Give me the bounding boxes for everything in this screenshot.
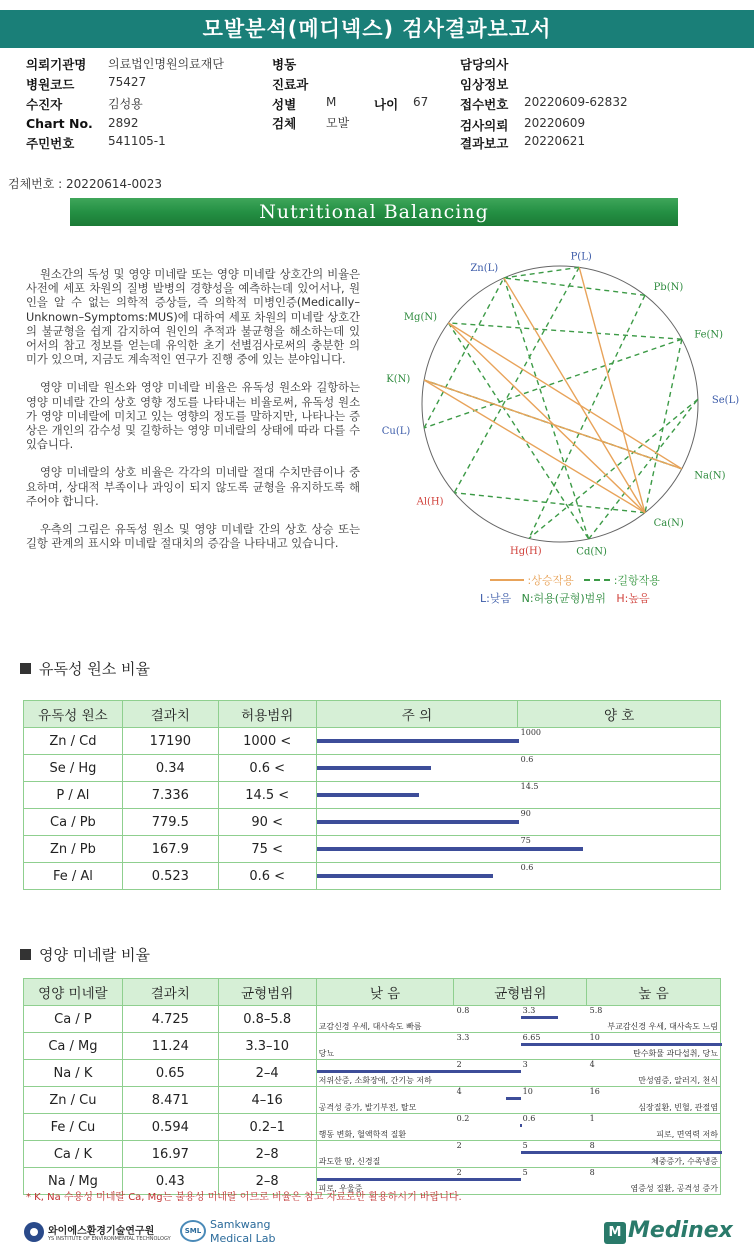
high-tick-label: 8 xyxy=(589,1141,595,1150)
wheel-node-label: Mg(N) xyxy=(403,311,438,323)
antagonism-edge xyxy=(454,267,579,492)
synergy-edge xyxy=(424,380,645,513)
mid-tick-label: 0.6 xyxy=(522,1114,536,1123)
column-header: 결과치 xyxy=(122,701,218,728)
mineral-wheel-diagram xyxy=(381,251,740,612)
label-hospital-code: 병원코드 xyxy=(26,77,75,92)
low-condition-text: 당뇨 xyxy=(318,1049,335,1058)
low-tick-label: 0.2 xyxy=(456,1114,470,1123)
wheel-node-label: Na(N) xyxy=(694,470,726,482)
ratio-bar-cell xyxy=(316,1114,720,1141)
result-value: 17190 xyxy=(122,728,218,755)
low-tick-label: 2 xyxy=(456,1060,462,1069)
value-institution: 의료법인명원의료재단 xyxy=(108,57,224,71)
label-clinical: 임상정보 xyxy=(460,77,509,92)
result-value: 11.24 xyxy=(122,1033,218,1060)
column-header: 결과치 xyxy=(122,979,218,1006)
table-row xyxy=(24,1114,721,1141)
wheel-node-label: P(L) xyxy=(570,251,592,263)
specimen-number: 검체번호 : 20220614-0023 xyxy=(8,177,162,191)
high-tick-label: 4 xyxy=(589,1060,595,1069)
mid-tick-label: 5 xyxy=(522,1168,528,1177)
wheel-node-label: Ca(N) xyxy=(653,518,684,530)
ratio-bar xyxy=(317,1178,521,1181)
medinex-brand: Medinex xyxy=(628,1218,733,1243)
label-sex: 성별 xyxy=(272,97,297,112)
synergy-edge xyxy=(424,380,682,469)
ratio-name: Ca / Mg xyxy=(24,1033,123,1060)
ys-institute-logo-icon xyxy=(24,1222,44,1242)
description-paragraph: 영양 미네랄의 상호 비율은 각각의 미네랄 절대 수치만큼이나 중요하며, 상대적 부족이나 과잉이 되지 않도록 균형을 유지하도록 해주어야 합니다. xyxy=(26,466,360,508)
mid-tick-label: 5 xyxy=(522,1141,528,1150)
ratio-bar xyxy=(521,1016,559,1019)
column-header: 양 호 xyxy=(518,701,721,728)
high-condition-text: 부교감신경 우세, 대사속도 느림 xyxy=(607,1022,718,1031)
ratio-bar-cell xyxy=(316,1141,720,1168)
ratio-bar-cell xyxy=(316,1060,720,1087)
ratio-name: Zn / Cu xyxy=(24,1087,123,1114)
low-tick-label: 2 xyxy=(456,1141,462,1150)
column-header: 주 의 xyxy=(316,701,518,728)
allowed-range: 90 < xyxy=(218,809,316,836)
value-chart: 2892 xyxy=(108,116,139,130)
low-tick-label: 4 xyxy=(456,1087,462,1096)
toxic-ratio-table xyxy=(23,700,721,890)
balance-range: 2–4 xyxy=(218,1060,316,1087)
description xyxy=(26,268,360,565)
table-row xyxy=(24,836,721,863)
ys-institute-name: 와이에스환경기술연구원 xyxy=(48,1226,155,1237)
balance-range: 2–8 xyxy=(218,1168,316,1195)
mid-tick-label: 6.65 xyxy=(522,1033,541,1042)
high-condition-text: 만성염증, 알러지, 천식 xyxy=(638,1076,718,1085)
wheel-node-label: Cd(N) xyxy=(576,546,607,558)
label-chart: Chart No. xyxy=(26,116,93,131)
description-paragraph: 우측의 그림은 유독성 원소 및 영양 미네랄 간의 상호 상승 또는 길항 관계의 표시와 미네랄 절대치의 증감을 나타내고 있습니다. xyxy=(26,523,360,551)
label-institution: 의뢰기관명 xyxy=(26,57,87,72)
high-condition-text: 심장질환, 빈혈, 관절염 xyxy=(638,1103,718,1112)
mid-tick-label: 10 xyxy=(522,1087,533,1096)
wheel-node-label: Al(H) xyxy=(416,496,444,508)
balance-range: 0.2–1 xyxy=(218,1114,316,1141)
value-specimen: 모발 xyxy=(326,116,350,130)
ratio-name: Na / K xyxy=(24,1060,123,1087)
table-row xyxy=(24,1006,721,1033)
column-header: 허용범위 xyxy=(218,701,316,728)
high-tick-label: 5.8 xyxy=(589,1006,603,1015)
label-specimen: 검체 xyxy=(272,116,297,131)
synergy-edge xyxy=(448,323,681,469)
antagonism-edge xyxy=(504,278,645,295)
ratio-bar-cell xyxy=(316,1006,720,1033)
limit-tick-label: 0.6 xyxy=(520,863,534,872)
limit-tick-label: 0.6 xyxy=(520,755,534,764)
ratio-bar xyxy=(317,874,494,878)
column-header: 균형범위 xyxy=(218,979,316,1006)
table-row xyxy=(24,728,721,755)
ratio-bar xyxy=(506,1097,520,1100)
low-condition-text: 피로, 우울증 xyxy=(318,1184,363,1193)
high-tick-label: 10 xyxy=(589,1033,600,1042)
synergy-legend-line xyxy=(490,579,524,581)
high-condition-text: 체중증가, 수족냉증 xyxy=(651,1157,718,1166)
ratio-name: Ca / K xyxy=(24,1141,123,1168)
ratio-bar-cell xyxy=(316,809,720,836)
value-hospital-code: 75427 xyxy=(108,75,147,89)
column-header: 높 음 xyxy=(587,979,721,1006)
low-tick-label: 0.8 xyxy=(456,1006,470,1015)
high-legend: H:높음 xyxy=(616,592,650,605)
antagonism-edge xyxy=(424,278,504,428)
ratio-bar-cell xyxy=(316,755,720,782)
label-receipt: 접수번호 xyxy=(460,97,509,112)
low-condition-text: 교감신경 우세, 대사속도 빠름 xyxy=(318,1022,422,1031)
value-ssn: 541105-1 xyxy=(108,134,166,148)
wheel-node-label: Cu(L) xyxy=(381,426,411,438)
synergy-legend-label: :상승작용 xyxy=(527,574,574,587)
value-sex: M xyxy=(326,95,337,109)
ratio-name: Fe / Al xyxy=(24,863,123,890)
wheel-svg xyxy=(381,251,740,612)
table-header-row xyxy=(24,701,721,728)
antagonism-edge xyxy=(504,267,579,278)
antagonism-edge xyxy=(645,339,682,513)
ratio-bar-cell xyxy=(316,728,720,755)
antagonism-edge xyxy=(448,323,681,339)
label-request: 검사의뢰 xyxy=(460,118,509,133)
low-condition-text: 행동 변화, 혈액학적 질환 xyxy=(318,1130,407,1139)
antagonism-edge xyxy=(448,323,588,539)
high-condition-text: 피로, 면역력 저하 xyxy=(656,1130,718,1139)
wheel-node-label: K(N) xyxy=(386,373,411,385)
ratio-name: Na / Mg xyxy=(24,1168,123,1195)
antagonism-legend-line xyxy=(584,579,610,581)
table-row xyxy=(24,1060,721,1087)
ratio-bar-cell xyxy=(316,782,720,809)
ratio-name: P / Al xyxy=(24,782,123,809)
mineral-ratio-table xyxy=(23,978,721,1195)
report-title: 모발분석(메디넥스) 검사결과보고서 xyxy=(0,10,754,48)
mineral-section-title: 영양 미네랄 비율 xyxy=(20,944,150,965)
label-age: 나이 xyxy=(374,97,399,112)
result-value: 0.594 xyxy=(122,1114,218,1141)
ratio-name: Fe / Cu xyxy=(24,1114,123,1141)
balance-range: 3.3–10 xyxy=(218,1033,316,1060)
high-condition-text: 탄수화물 과다섭취, 당뇨 xyxy=(633,1049,718,1058)
column-header: 균형범위 xyxy=(454,979,587,1006)
result-value: 779.5 xyxy=(122,809,218,836)
wheel-node-label: Pb(N) xyxy=(653,281,684,293)
table-header-row xyxy=(24,979,721,1006)
low-condition-text: 공격성 증가, 발기부전, 탈모 xyxy=(318,1103,417,1112)
mid-tick-label: 3 xyxy=(522,1060,528,1069)
result-value: 0.34 xyxy=(122,755,218,782)
value-report: 20220621 xyxy=(524,134,586,148)
table-row xyxy=(24,782,721,809)
ratio-bar xyxy=(317,793,419,797)
ratio-bar-cell xyxy=(316,863,720,890)
low-condition-text: 저위산증, 소화장애, 간기능 저하 xyxy=(318,1076,432,1085)
result-value: 8.471 xyxy=(122,1087,218,1114)
high-tick-label: 1 xyxy=(589,1114,595,1123)
table-row xyxy=(24,1033,721,1060)
balance-range: 2–8 xyxy=(218,1141,316,1168)
label-ssn: 주민번호 xyxy=(26,136,75,151)
balance-range: 0.8–5.8 xyxy=(218,1006,316,1033)
result-value: 0.65 xyxy=(122,1060,218,1087)
ratio-name: Ca / Pb xyxy=(24,809,123,836)
table-row xyxy=(24,1087,721,1114)
table-row xyxy=(24,1141,721,1168)
ratio-bar xyxy=(317,739,519,743)
result-value: 0.523 xyxy=(122,863,218,890)
balance-range: 4–16 xyxy=(218,1087,316,1114)
low-tick-label: 2 xyxy=(456,1168,462,1177)
wheel-node-label: Fe(N) xyxy=(694,329,724,341)
samkwang-name-line2: Medical Lab xyxy=(210,1232,276,1245)
synergy-edge xyxy=(448,323,645,513)
wheel-node-label: Zn(L) xyxy=(470,262,499,274)
column-header: 영양 미네랄 xyxy=(24,979,123,1006)
samkwang-name-line1: Samkwang xyxy=(210,1218,271,1231)
ratio-bar-cell xyxy=(316,836,720,863)
result-value: 16.97 xyxy=(122,1141,218,1168)
low-tick-label: 3.3 xyxy=(456,1033,470,1042)
column-header: 유독성 원소 xyxy=(24,701,123,728)
wheel-node-label: Se(L) xyxy=(711,394,740,406)
high-tick-label: 8 xyxy=(589,1168,595,1177)
synergy-edge xyxy=(504,278,645,513)
value-age: 67 xyxy=(413,95,429,109)
value-receipt: 20220609-62832 xyxy=(524,95,628,109)
label-dept: 진료과 xyxy=(272,77,309,92)
result-value: 0.43 xyxy=(122,1168,218,1195)
value-collector: 김성용 xyxy=(108,97,143,111)
allowed-range: 0.6 < xyxy=(218,755,316,782)
allowed-range: 75 < xyxy=(218,836,316,863)
samkwang-logo-icon: SML xyxy=(180,1220,206,1242)
ratio-name: Ca / P xyxy=(24,1006,123,1033)
antagonism-edge xyxy=(424,339,682,428)
nutritional-balancing-banner: Nutritional Balancing xyxy=(70,198,678,226)
result-value: 167.9 xyxy=(122,836,218,863)
limit-tick-label: 14.5 xyxy=(520,782,539,791)
description-paragraph: 원소간의 독성 및 영양 미네랄 또는 영양 미네랄 상호간의 비율은 사전에 세포 차원의 질병 발병의 경향성을 예측하는데 있어서나, 원인을 알 수 없는 의학적 증상들, 즉 의학적 미병인증(Medically–Unknown–Symptoms:MUS)에 대하여 세포 차원의 미네랄 상호간의 불균형을 쉽게 감지하여 원인의 추적과 불균형을 해소하는데 있어서의 참고 정보를 얻는데 유익한 초기 선별검사로써의 충분한 의미가 있으며, 지금도 계속적인 연구가 진행 중에 있는 분야입니다. xyxy=(26,268,360,367)
high-condition-text: 염증성 질환, 공격성 증가 xyxy=(630,1184,718,1193)
table-row xyxy=(24,809,721,836)
limit-tick-label: 1000 xyxy=(520,728,541,737)
ratio-bar xyxy=(317,820,519,824)
high-tick-label: 16 xyxy=(589,1087,600,1096)
ratio-bar xyxy=(317,847,584,851)
ratio-bar-cell xyxy=(316,1033,720,1060)
table-row xyxy=(24,755,721,782)
label-collector: 수진자 xyxy=(26,97,63,112)
wheel-node-label: Hg(H) xyxy=(509,546,542,558)
ratio-bar-cell xyxy=(316,1087,720,1114)
toxic-section-title: 유독성 원소 비율 xyxy=(20,658,150,679)
allowed-range: 1000 < xyxy=(218,728,316,755)
low-condition-text: 과도한 땀, 신경질 xyxy=(318,1157,381,1166)
column-header: 낮 음 xyxy=(316,979,454,1006)
label-doctor: 담당의사 xyxy=(460,57,509,72)
footnote: * K, Na 수용성 미네랄 Ca, Mg는 불용성 미네랄 이므로 비율은 참고 자료로만 활용하시기 바랍니다. xyxy=(26,1192,462,1203)
ratio-bar xyxy=(317,1070,521,1073)
ratio-bar xyxy=(520,1124,522,1127)
label-ward: 병동 xyxy=(272,57,297,72)
medinex-logo-icon: M xyxy=(604,1222,626,1244)
ratio-name: Se / Hg xyxy=(24,755,123,782)
ys-institute-subname: YS INSTITUTE OF ENVIRONMENTAL TECHNOLOGY xyxy=(48,1236,171,1242)
limit-tick-label: 90 xyxy=(520,809,531,818)
mid-tick-label: 3.3 xyxy=(522,1006,536,1015)
antagonism-legend-label: :길항작용 xyxy=(613,574,660,587)
ratio-name: Zn / Pb xyxy=(24,836,123,863)
ratio-name: Zn / Cd xyxy=(24,728,123,755)
result-value: 7.336 xyxy=(122,782,218,809)
allowed-range: 14.5 < xyxy=(218,782,316,809)
footer xyxy=(0,1218,754,1254)
allowed-range: 0.6 < xyxy=(218,863,316,890)
result-value: 4.725 xyxy=(122,1006,218,1033)
value-request: 20220609 xyxy=(524,116,586,130)
description-paragraph: 영양 미네랄 원소와 영양 미네랄 비율은 유독성 원소와 길항하는 영양 미네랄 간의 상호 영향 정도를 나타내는 비율로써, 유독성 원소가 영양 미네랄에 미치고 있는 영향의 정도를 말하지만, 나타나는 증상은 개인의 감수성 및 길항하는 영양 미네랄의 상태에 따라 다를 수 있습니다. xyxy=(26,381,360,452)
bullet-square-icon xyxy=(20,663,31,674)
normal-legend: N:허용(균형)범위 xyxy=(521,592,606,605)
bullet-square-icon xyxy=(20,949,31,960)
ratio-bar xyxy=(521,1043,722,1046)
table-row xyxy=(24,863,721,890)
ratio-bar xyxy=(317,766,431,770)
low-legend: L:낮음 xyxy=(480,592,512,605)
synergy-edge xyxy=(579,267,645,512)
limit-tick-label: 75 xyxy=(520,836,531,845)
label-report: 결과보고 xyxy=(460,136,509,151)
ratio-bar xyxy=(521,1151,722,1154)
